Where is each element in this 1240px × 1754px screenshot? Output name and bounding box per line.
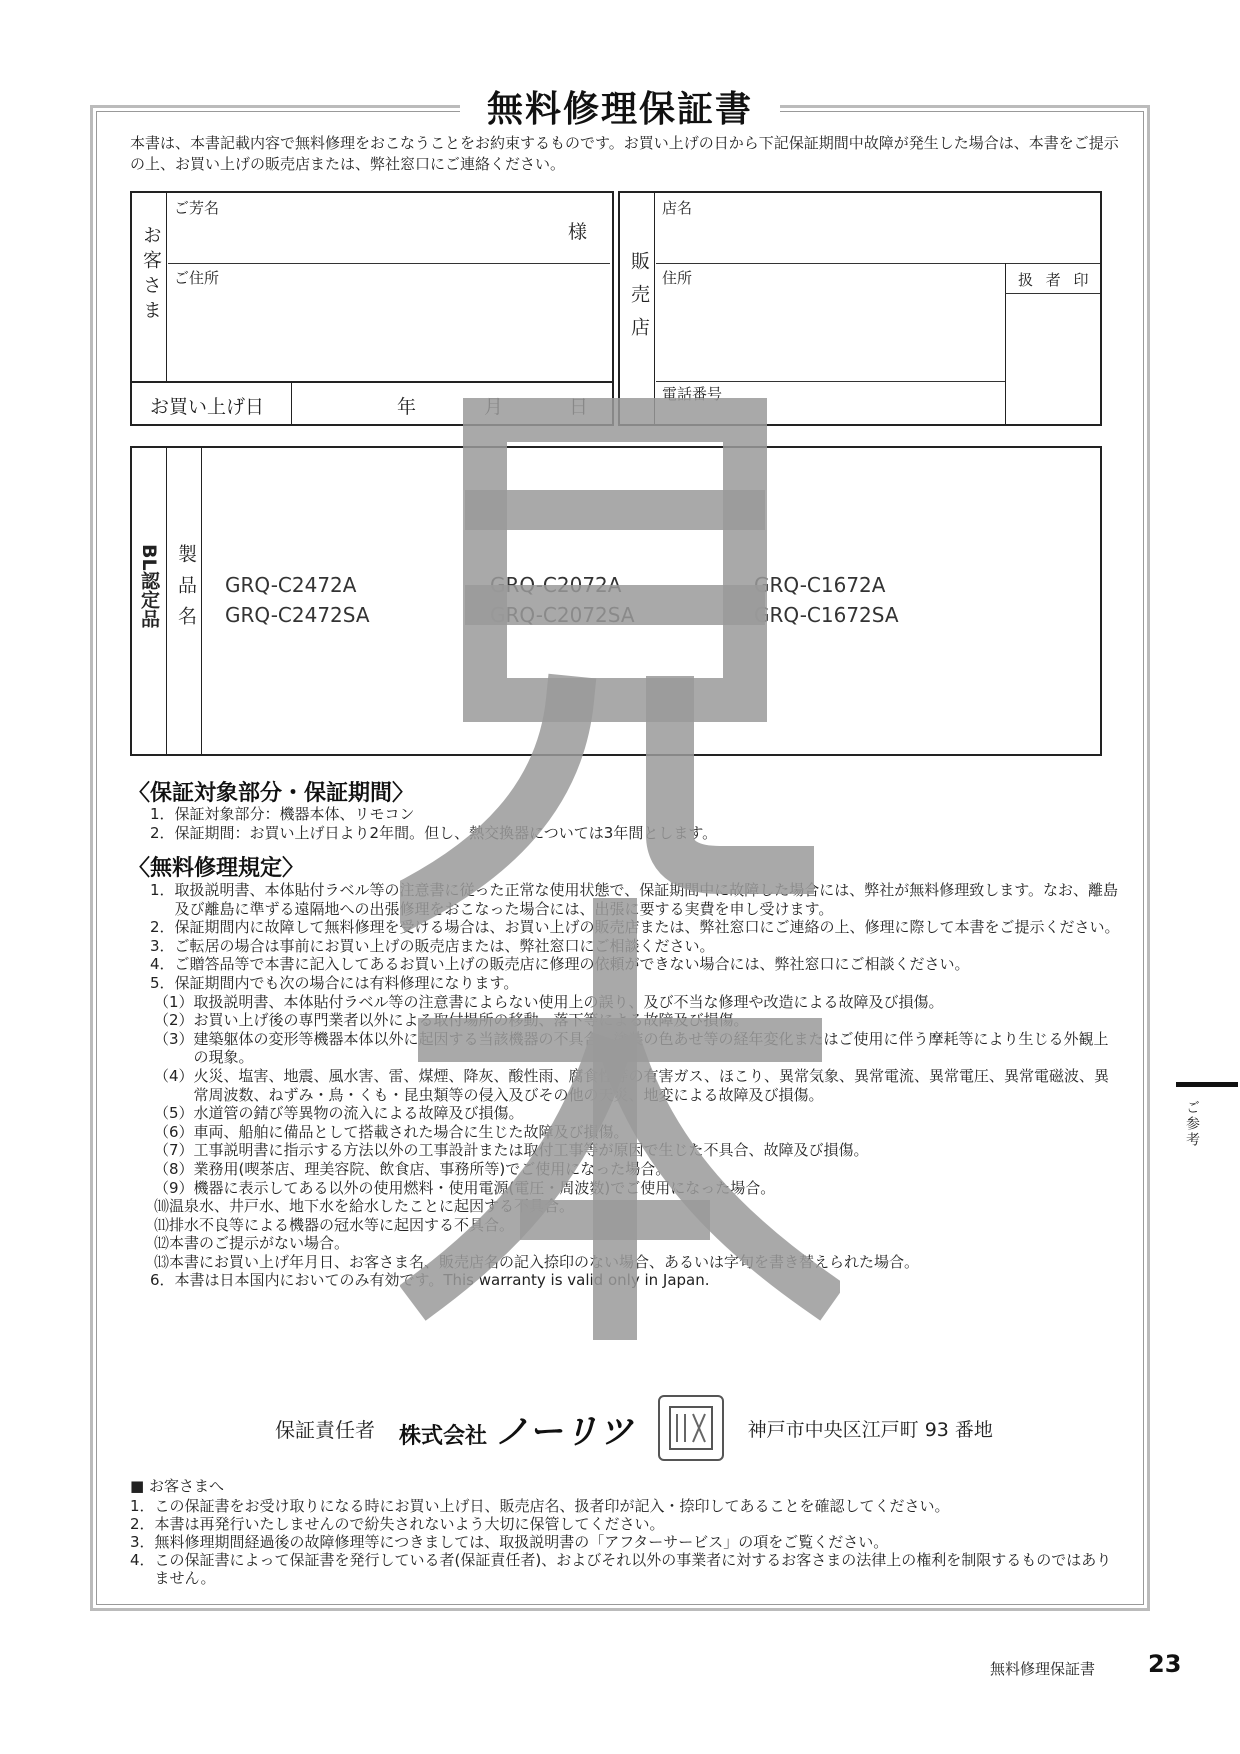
- guarantor-block: [275, 1395, 993, 1461]
- side-tab-marker: [1176, 1082, 1238, 1087]
- model-name: GRQ-C1672SA: [754, 603, 899, 627]
- list-item: 1． 保証対象部分：機器本体、リモコン: [150, 805, 415, 823]
- store-side-label: 販売店: [628, 251, 650, 350]
- list-item: 1． 取扱説明書、本体貼付ラベル等の注意書に従った正常な使用状態で、保証期間中に故障した場合には、弊社が無料修理致します。なお、離島及び離島に準ずる遠隔地への出張修理をおこなった場合には、出張に要する実費を申し受けます。: [150, 881, 1119, 918]
- footer-section-title: 無料修理保証書: [990, 1660, 1096, 1678]
- list-item: 2． 保証期間内に故障して無料修理を受ける場合は、お買い上げの販売店または、弊社窓口にご連絡の上、修理に際して本書をご提示ください。: [150, 918, 1120, 937]
- purchase-date-label: お買い上げ日: [150, 396, 265, 418]
- model-group-3: [754, 570, 899, 630]
- list-item: 5． 保証期間内でも次の場合には有料修理になります。: [150, 973, 519, 992]
- noritz-seal-icon: [658, 1395, 724, 1461]
- sub-list-item: （3） 建築躯体の変形等機器本体以外に起因する当該機器の不具合、塗装の色あせ等の経年変化またはご使用に伴う摩耗等により生じる外観上の現象。: [154, 1029, 1109, 1067]
- store-address-label: 住所: [662, 269, 693, 287]
- coverage-heading: 〈保証対象部分・保証期間〉: [128, 781, 415, 806]
- sub-list-item: ⑾ 排水不良等による機器の冠水等に起因する不具合。: [154, 1215, 515, 1234]
- rules-heading: 〈無料修理規定〉: [128, 856, 305, 881]
- list-item: 2． 保証期間：お買い上げ日より2年間。但し、熱交換器については3年間とします。: [150, 823, 718, 842]
- side-tab-label: ご参考: [1184, 1100, 1200, 1148]
- sub-list-item: （9） 機器に表示してある以外の使用燃料・使用電源(電圧・周波数)でご使用になった場合。: [154, 1178, 776, 1197]
- intro-text: 本書は、本書記載内容で無料修理をおこなうことをお約束するものです。お買い上げの日から下記保証期間中故障が発生した場合は、本書をご提示の上、お買い上げの販売店または、弊社窓口にご連絡ください。: [130, 134, 1119, 173]
- customer-notes: [130, 1477, 1120, 1587]
- model-name: GRQ-C2072SA: [490, 603, 635, 627]
- sub-list-item: （4） 火災、塩害、地震、風水害、雷、煤煙、降灰、酸性雨、腐食性等の有害ガス、ほこり、異常気象、異常電流、異常電圧、異常電磁波、異常周波数、ねずみ・鳥・くも・昆虫類等の侵入及びその他の天災、地変による故障及び損傷。: [154, 1066, 1110, 1104]
- sub-list-item: （6） 車両、船舶に備品として搭載された場合に生じた故障及び損傷。: [154, 1122, 629, 1141]
- month-label: 月: [484, 396, 504, 418]
- guarantor-address: 神戸市中央区江戸町 93 番地: [747, 1418, 993, 1441]
- guarantor-label: 保証責任者: [275, 1417, 375, 1442]
- product-name-label: 製品名: [175, 544, 197, 637]
- customer-name-label: ご芳名: [174, 199, 220, 217]
- model-name: GRQ-C1672A: [754, 573, 886, 597]
- list-item: 1． この保証書をお受け取りになる時にお買い上げ日、販売店名、扱者印が記入・捺印してあることを確認してください。: [130, 1497, 950, 1515]
- rules-list: [130, 881, 1120, 1290]
- list-item: 4． この保証書によって保証書を発行している者(保証責任者)、およびそれ以外の事業者に対するお客さまの法律上の権利を制限するものではありません。: [130, 1551, 1112, 1587]
- list-item: 3． 無料修理期間経過後の故障修理等につきましては、取扱説明書の「アフターサービス」の項をご覧ください。: [130, 1533, 889, 1551]
- sub-list-item: （8） 業務用(喫茶店、理美容院、飲食店、事務所等)でご使用になった場合。: [154, 1159, 671, 1178]
- sub-list-item: ⒀ 本書にお買い上げ年月日、お客さま名、販売店名の記入捺印のない場合、あるいは字句を書き替えられた場合。: [154, 1252, 920, 1271]
- bl-cert-label: BL認定品: [138, 544, 160, 628]
- sub-list-item: （2） お買い上げ後の専門業者以外による取付場所の移動、落下等による故障及び損傷。: [154, 1011, 749, 1030]
- model-name: GRQ-C2072A: [490, 573, 622, 597]
- store-box: [618, 191, 1102, 426]
- model-group-1: [225, 570, 370, 630]
- store-phone-label: 電話番号: [662, 385, 723, 403]
- model-group-2: [490, 570, 635, 630]
- sub-list-item: ⑿ 本書のご提示がない場合。: [154, 1234, 350, 1253]
- page-number: 23: [1148, 1650, 1182, 1678]
- sub-list-item: ⑽ 温泉水、井戸水、地下水を給水したことに起因する不具合。: [154, 1197, 575, 1216]
- sub-list-item: （1） 取扱説明書、本体貼付ラベル等の注意書によらない使用上の誤り、及び不当な修理や改造による故障及び損傷。: [154, 992, 944, 1011]
- notes-heading: ■ お客さまへ: [130, 1477, 224, 1495]
- coverage-list: [130, 805, 1120, 842]
- model-name: GRQ-C2472A: [225, 573, 357, 597]
- customer-box: [130, 191, 614, 426]
- year-label: 年: [397, 396, 417, 418]
- day-label: 日: [569, 396, 589, 418]
- page-title: 無料修理保証書: [486, 88, 753, 130]
- honorific-label: 様: [568, 221, 588, 243]
- company-name: 株式会社 ノーリツ: [399, 1411, 634, 1452]
- list-item: 2． 本書は再発行いたしませんので紛失されないよう大切に保管してください。: [130, 1515, 665, 1533]
- list-item: 6． 本書は日本国内においてのみ有効です。This warranty is valid only in Japan.: [150, 1271, 710, 1290]
- stamp-label: 扱 者 印: [1018, 271, 1093, 289]
- sub-list-item: （7） 工事説明書に指示する方法以外の工事設計または取付工事等が原因で生じた不具合、故障及び損傷。: [154, 1141, 869, 1160]
- customer-side-label: お客さま: [140, 225, 162, 325]
- list-item: 3． ご転居の場合は事前にお買い上げの販売店または、弊社窓口にご相談ください。: [150, 936, 715, 955]
- company-logo-text: ノーリツ: [494, 1411, 634, 1452]
- store-name-label: 店名: [662, 199, 693, 217]
- customer-address-label: ご住所: [174, 269, 220, 287]
- list-item: 4． ご贈答品等で本書に記入してあるお買い上げの販売店に修理の依頼ができない場合には、弊社窓口にご相談ください。: [150, 955, 970, 974]
- sub-list-item: （5） 水道管の錆び等異物の流入による故障及び損傷。: [154, 1104, 524, 1123]
- title-block: [460, 78, 780, 134]
- model-name: GRQ-C2472SA: [225, 603, 370, 627]
